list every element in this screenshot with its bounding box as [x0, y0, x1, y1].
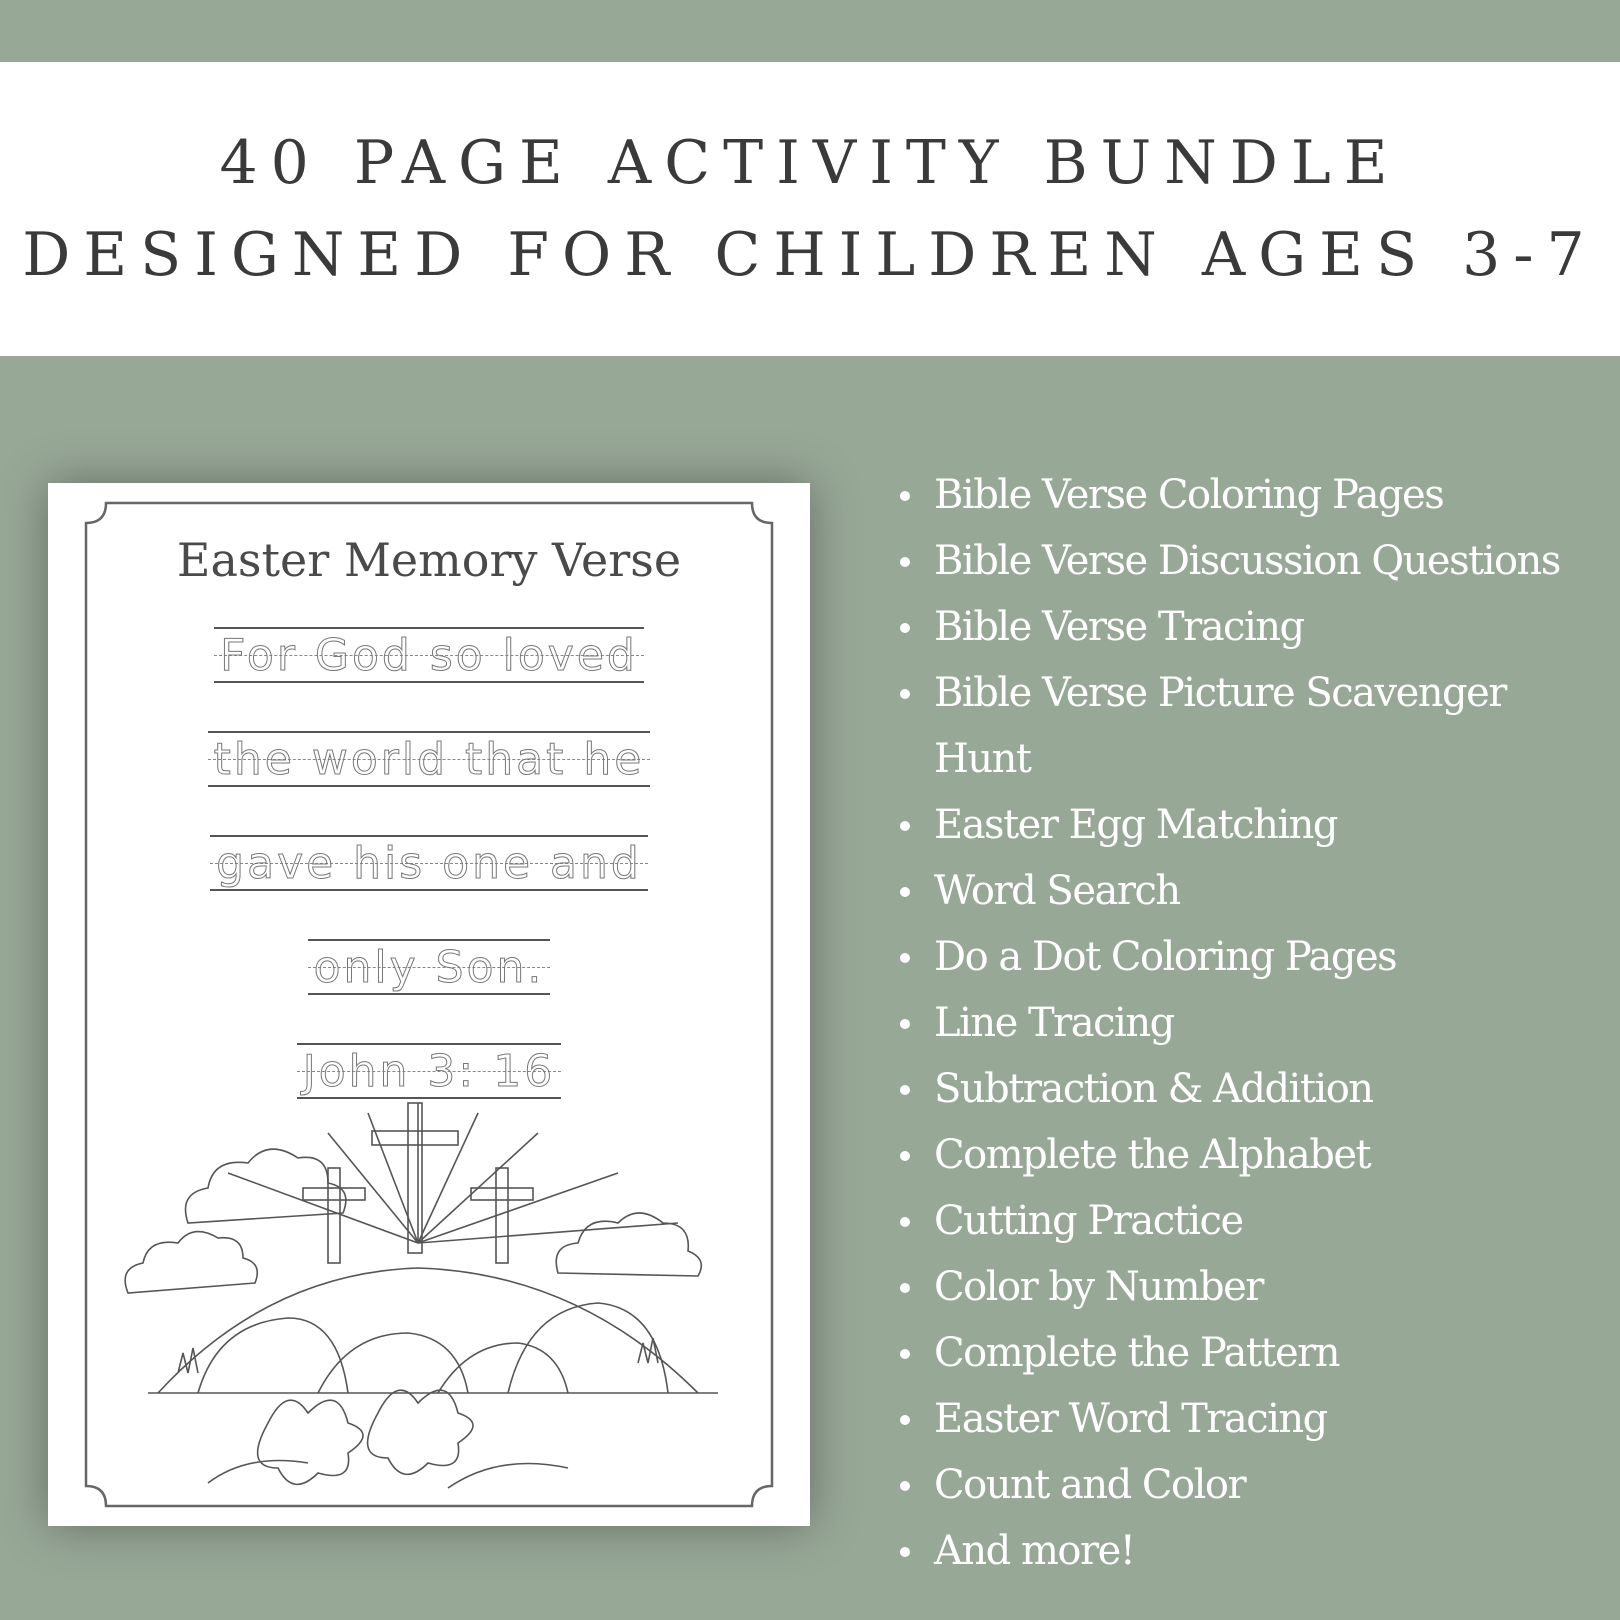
list-item: Subtraction & Addition [890, 1056, 1590, 1122]
bullet-icon [900, 821, 910, 831]
bullet-icon [900, 1349, 910, 1359]
bullet-icon [900, 1481, 910, 1491]
bullet-icon [900, 1019, 910, 1029]
list-item: Complete the Alphabet [890, 1122, 1590, 1188]
verse-title: Easter Memory Verse [176, 533, 682, 587]
list-item: Bible Verse Coloring Pages [890, 462, 1590, 528]
trace-line-1 [48, 627, 810, 681]
bullet-icon [900, 1415, 910, 1425]
trace-text: the world that he [213, 733, 645, 785]
list-item: And more! [890, 1518, 1590, 1584]
worksheet-preview [48, 483, 810, 1526]
bullet-icon [900, 1547, 910, 1557]
list-item: Easter Egg Matching [890, 792, 1590, 858]
trace-line-4 [48, 939, 810, 993]
bullet-icon [900, 1085, 910, 1095]
banner-line-1: 40 PAGE ACTIVITY BUNDLE [219, 128, 1401, 198]
banner-line-2: DESIGNED FOR CHILDREN AGES 3-7 [22, 220, 1598, 290]
trace-text: only Son. [313, 941, 545, 993]
trace-line-5 [48, 1043, 810, 1097]
bullet-icon [900, 689, 910, 699]
title-banner [0, 62, 1620, 356]
trace-line-3 [48, 835, 810, 889]
trace-text: gave his one and [216, 837, 642, 889]
trace-line-2 [48, 731, 810, 785]
bullet-icon [900, 887, 910, 897]
three-crosses-on-hill-icon [118, 1093, 738, 1503]
bullet-icon [900, 491, 910, 501]
list-item: Cutting Practice [890, 1188, 1590, 1254]
list-item: Complete the Pattern [890, 1320, 1590, 1386]
trace-text: John 3: 16 [302, 1045, 556, 1097]
bullet-icon [900, 953, 910, 963]
list-item: Do a Dot Coloring Pages [890, 924, 1590, 990]
list-item: Word Search [890, 858, 1590, 924]
list-item: Count and Color [890, 1452, 1590, 1518]
bullet-icon [900, 1151, 910, 1161]
bullet-icon [900, 557, 910, 567]
list-item: Easter Word Tracing [890, 1386, 1590, 1452]
bullet-icon [900, 1217, 910, 1227]
list-item: Bible Verse Discussion Questions [890, 528, 1590, 594]
list-item: Line Tracing [890, 990, 1590, 1056]
feature-list [890, 462, 1590, 1584]
trace-text: For God so loved [220, 629, 638, 681]
list-item: Color by Number [890, 1254, 1590, 1320]
list-item: Bible Verse Picture Scavenger Hunt [890, 660, 1590, 792]
bullet-icon [900, 623, 910, 633]
list-item: Bible Verse Tracing [890, 594, 1590, 660]
bullet-icon [900, 1283, 910, 1293]
